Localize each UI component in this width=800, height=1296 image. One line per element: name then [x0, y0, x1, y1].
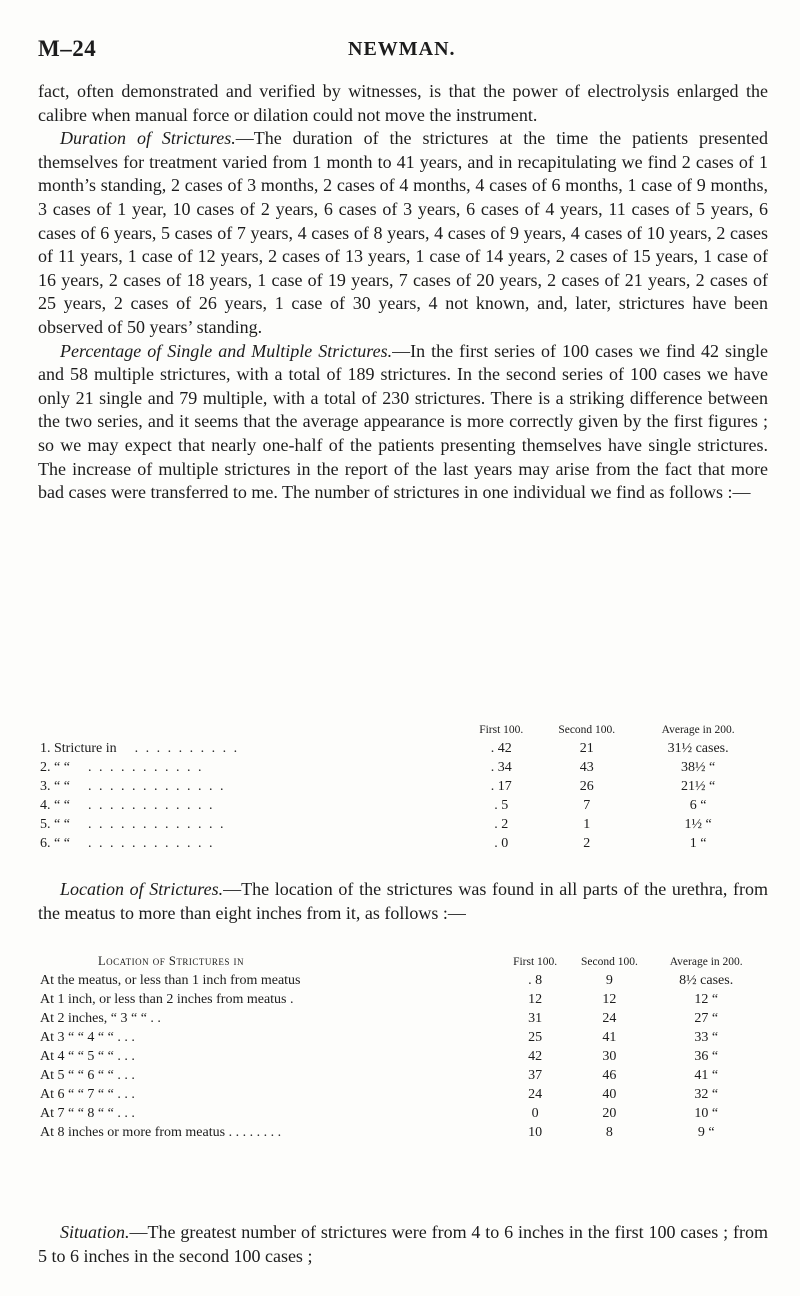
- cell-first: 25: [528, 1029, 543, 1045]
- strictures-per-patient-table: [40, 720, 760, 853]
- cell-second: 8: [605, 1124, 613, 1140]
- column-header: First 100.: [479, 723, 524, 736]
- cell-first: . 5: [494, 797, 509, 813]
- cell-first: . 17: [490, 778, 512, 794]
- row-label: 6. “ “: [40, 835, 70, 851]
- cell-second: 12: [602, 991, 617, 1007]
- paragraph-situation: [38, 1221, 768, 1268]
- row-label: At 8 inches or more from meatus . . . . . . . .: [40, 1124, 282, 1140]
- running-head: NEWMAN.: [348, 38, 456, 60]
- column-header: Average in 200.: [661, 723, 735, 736]
- cell-avg: 1 “: [689, 835, 707, 851]
- table-row: [40, 1047, 760, 1066]
- cell-avg: 12 “: [694, 991, 719, 1007]
- table-row: [40, 1028, 760, 1047]
- cell-first: . 0: [494, 835, 509, 851]
- cell-first: 31: [528, 1010, 543, 1026]
- dot-leader: . . . . . . . . . . . . .: [87, 816, 226, 832]
- cell-second: 43: [579, 759, 594, 775]
- row-label: At 4 “ “ 5 “ “ . . .: [40, 1048, 135, 1064]
- cell-second: 9: [605, 972, 613, 988]
- table-row: [40, 990, 760, 1009]
- dot-leader: . . . . . . . . . . . . .: [87, 778, 226, 794]
- cell-first: 37: [528, 1067, 543, 1083]
- cell-avg: 8½ cases.: [679, 972, 734, 988]
- cell-first: 0: [531, 1105, 539, 1121]
- cell-second: 7: [583, 797, 591, 813]
- column-header: Location of Strictures in: [98, 954, 244, 968]
- row-label: At the meatus, or less than 1 inch from meatus: [40, 972, 301, 988]
- row-label: 3. “ “: [40, 778, 70, 794]
- heading-location: Location of Strictures.: [60, 879, 224, 899]
- page-number: M–24: [38, 36, 97, 61]
- text-duration: —The duration of the strictures at the time the patients presented themselves for treatment varied from 1 month to 41 years, and in recapitulating we find 2 cases of 1 month’s standing, 2 cases of 3 months, 2 cases of 4 months, 4 cases of 6 months, 1 case of 9 months, 3 cases of 1 year, 10 cases of 2 years, 6 cases of 3 years, 6 cases of 4 years, 11 cases of 5 years, 6 cases of 6 years, 5 cases of 7 years, 4 cases of 8 years, 4 cases of 9 years, 4 cases of 10 years, 2 cases of 11 years, 1 case of 12 years, 2 cases of 13 years, 1 case of 14 years, 2 cases of 15 years, 1 case of 16 years, 2 cases of 18 years, 1 case of 19 years, 7 cases of 20 years, 2 cases of 21 years, 2 cases of 25 years, 2 cases of 26 years, 1 case of 30 years, 4 not known, and, later, strictures have been observed of 50 years’ standing.: [38, 128, 768, 337]
- row-label: At 3 “ “ 4 “ “ . . .: [40, 1029, 135, 1045]
- column-header: Second 100.: [558, 723, 616, 736]
- cell-second: 41: [602, 1029, 617, 1045]
- cell-avg: 33 “: [694, 1029, 719, 1045]
- page-header: [38, 36, 758, 66]
- dot-leader: . . . . . . . . . . . .: [87, 797, 215, 813]
- cell-second: 24: [602, 1010, 617, 1026]
- location-intro: [38, 878, 768, 925]
- cell-second: 40: [602, 1086, 617, 1102]
- cell-first: 24: [528, 1086, 543, 1102]
- cell-avg: 9 “: [697, 1124, 715, 1140]
- cell-first: 12: [528, 991, 543, 1007]
- cell-second: 26: [579, 778, 594, 794]
- cell-first: . 34: [490, 759, 512, 775]
- cell-first: 42: [528, 1048, 543, 1064]
- situation-paragraph-block: [38, 1221, 768, 1268]
- table-row: [40, 1123, 760, 1142]
- paragraph-location: [38, 878, 768, 925]
- table-row: [40, 1066, 760, 1085]
- paragraph-continuation: fact, often demonstrated and verified by witnesses, is that the power of electrolysis enlarged the calibre when manual force or dilation could not move the instrument.: [38, 81, 768, 125]
- upper-body-text: [38, 80, 768, 505]
- cell-second: 2: [583, 835, 591, 851]
- dot-leader: . . . . . . . . . . .: [87, 759, 204, 775]
- cell-avg: 41 “: [694, 1067, 719, 1083]
- row-label: At 7 “ “ 8 “ “ . . .: [40, 1105, 135, 1121]
- table-row: [40, 796, 760, 815]
- text-location: —The location of the strictures was found in all parts of the urethra, from the meatus to more than eight inches from it, as follows :—: [38, 879, 768, 923]
- row-label: At 5 “ “ 6 “ “ . . .: [40, 1067, 135, 1083]
- cell-second: 30: [602, 1048, 617, 1064]
- location-table: [40, 952, 760, 1142]
- dot-leader: . . . . . . . . . . . .: [87, 835, 215, 851]
- table-row: [40, 1085, 760, 1104]
- row-label: At 1 inch, or less than 2 inches from meatus .: [40, 991, 294, 1007]
- text-percentage: —In the first series of 100 cases we find 42 single and 58 multiple strictures, with a total of 189 strictures. In the second series of 100 cases we have only 21 single and 79 multiple, with a total of 230 strictures. There is a striking difference between the two series, and it seems that the average appearance is more correctly given by the first figures ; so we may expect that nearly one-half of the patients presenting themselves have single strictures. The increase of multiple strictures in the report of the last years may arise from the fact that more bad cases were transferred to me. The number of strictures in one individual we find as follows :—: [38, 340, 768, 503]
- row-label: 5. “ “: [40, 816, 70, 832]
- heading-situation: Situation.: [60, 1222, 130, 1242]
- table-row: [40, 834, 760, 853]
- row-label: At 2 inches, “ 3 “ “ . .: [40, 1010, 161, 1026]
- cell-avg: 10 “: [694, 1105, 719, 1121]
- table-row: [40, 971, 760, 990]
- cell-first: . 8: [528, 972, 543, 988]
- column-header: Average in 200.: [669, 955, 743, 968]
- paragraph-duration: [38, 127, 768, 339]
- cell-first: . 42: [490, 740, 512, 756]
- cell-second: 21: [579, 740, 594, 756]
- cell-first: . 2: [494, 816, 509, 832]
- dot-leader: . . . . . . . . . .: [134, 740, 240, 756]
- cell-avg: 32 “: [694, 1086, 719, 1102]
- cell-first: 10: [528, 1124, 543, 1140]
- paragraph-percentage: [38, 340, 768, 505]
- text-situation: —The greatest number of strictures were from 4 to 6 inches in the first 100 cases ; from 5 to 6 inches in the second 100 cases ;: [38, 1222, 768, 1266]
- column-header: First 100.: [513, 955, 558, 968]
- cell-second: 46: [602, 1067, 617, 1083]
- row-label: 4. “ “: [40, 797, 70, 813]
- cell-avg: 21½ “: [681, 778, 716, 794]
- row-label: 1. Stricture in: [40, 740, 117, 756]
- cell-avg: 27 “: [694, 1010, 719, 1026]
- table-row: [40, 1009, 760, 1028]
- table-row: [40, 1104, 760, 1123]
- column-header: Second 100.: [581, 955, 638, 968]
- row-label: At 6 “ “ 7 “ “ . . .: [40, 1086, 135, 1102]
- table-row: [40, 777, 760, 796]
- table-row: [40, 758, 760, 777]
- table-row: [40, 739, 760, 758]
- heading-percentage: Percentage of Single and Multiple Strictures.: [60, 340, 393, 361]
- row-label: 2. “ “: [40, 759, 70, 775]
- cell-avg: 1½ “: [684, 816, 712, 832]
- cell-avg: 36 “: [694, 1048, 719, 1064]
- cell-second: 1: [583, 816, 591, 832]
- cell-avg: 38½ “: [681, 759, 716, 775]
- table-row: [40, 815, 760, 834]
- cell-avg: 31½ cases.: [667, 740, 729, 756]
- cell-second: 20: [602, 1105, 617, 1121]
- cell-avg: 6 “: [689, 797, 707, 813]
- heading-duration: Duration of Strictures.: [60, 128, 236, 149]
